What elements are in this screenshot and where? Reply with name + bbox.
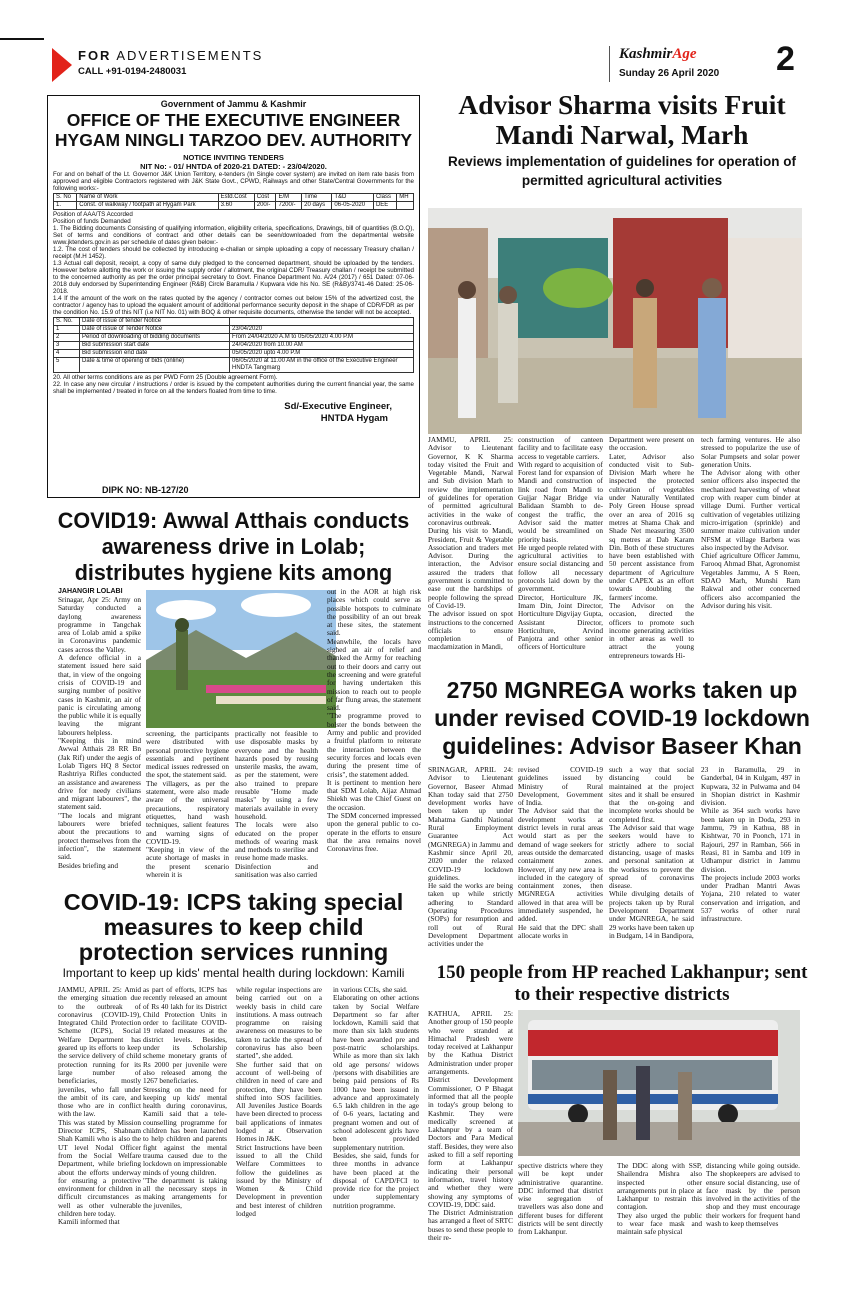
- mgnrega-col-4: 23 in Baramulla, 29 in Ganderbal, 04 in Kulgam, 497 in Kupwara, 32 in Pulwama and 04 in Shopian district in Kashmir division. While as 364 such works have been taken up in Doda, 293 in Jammu, 79 in Kathua, 88 in Kishtwar, 70 in Poonch, 171 in Rajouri, 297 in Ramban, 566 in Reasi, 81 in Samba and 109 in Udhampur district in Jammu division. The projects include 2003 works under Pradhan Mantri Awas Yojana, 210 related to water conservation and irrigation, and 537 works of other rural infrastructure.: [701, 766, 800, 924]
- schedule-cell: 24/04/2020 from 10.00 AM: [230, 342, 414, 350]
- sharma-headline: Advisor Sharma visits Fruit Mandi Narwal, Marh: [458, 89, 786, 150]
- work-table: [53, 193, 414, 210]
- schedule-row: [54, 334, 414, 342]
- icps-col-2: as part of efforts, ICPS has recently released an amount of Rs 40 lakh for its District Child Protection Units in order to facilitate COVID-19 related measures at the district levels. Besides, under its Scholarship scheme monetary grants of Rs 2000 per juvenile were also released among the 1267 beneficiaries. Stressing on the need for keeping up kids' mental health during coronavirus, Kamili said that a tele-counselling programme for children has been launched to help children and parents fight against the mental trauma caused due to the lockdown on impressionable minds of young children. "The department is taking all the necessary steps in making arrangements for the juveniles,: [143, 986, 227, 1210]
- awwal-photo: [146, 590, 336, 728]
- schedule-cell: From 24/04/2020 A.M to 05/05/2020 4.00 P.M: [230, 334, 414, 342]
- schedule-cell: 2: [54, 334, 80, 342]
- page-date: Sunday 26 April 2020: [619, 68, 720, 79]
- awwal-col-2: screening, the participants were distributed with personal protective hygiene essentials and pertinent medical issues redressed on the spot, the statement said. The villagers, as per the statement, were also made aware of the universal precautions, respiratory etiquettes, hand wash techniques, salient features and warning signs of COVID-19. "Keeping in view of the acute shortage of masks in the present scenario wherein it is: [146, 730, 229, 880]
- notice-p12: 1.2. The cost of tenders should be collected by introducing e-challan or simple uploading a copy of necessary Treasury challan / receipt (M.H 1452).: [53, 246, 414, 260]
- awwal-photo-graphic: [146, 590, 336, 728]
- tender-notice: [47, 95, 420, 498]
- work-head-cell: S. No: [54, 194, 77, 202]
- masthead-divider: [609, 46, 610, 82]
- schedule-cell: Bid submission end date: [80, 350, 230, 358]
- mgnrega-col-1: SRINAGAR, APRIL 24: Advisor to Lieutenant Governor, Baseer Ahmad Khan today said that 2750 development works have been taken up under Mahatma Gandhi National Rural Employment Guarantee Act (MGNREGA) in Jammu and Kashmir since April 20, 2020 under the relaxed COVID-19 lockdown guidelines. He said the works are being taken up while strictly adhering to Standard Operating Procedures (SOPs) for resumption and roll out of Rural Development Department activities under the: [428, 766, 513, 949]
- work-cell: 200/-: [254, 202, 276, 210]
- schedule-cell: Date of issue of tender Notice: [80, 318, 230, 326]
- work-head-cell: Time: [302, 194, 332, 202]
- schedule-cell: 4: [54, 350, 80, 358]
- icps-subhead: Important to keep up kids' mental health during lockdown: Kamili: [62, 966, 405, 980]
- schedule-row: [54, 350, 414, 358]
- header-rule-left: [0, 38, 44, 40]
- work-head-cell: Name of Work: [77, 194, 218, 202]
- awwal-col-4: out in the AOR at high risk places which could serve as possible hotspots to culminate the possibility of an out break at these sites, the statement said. Meanwhile, the locals have sighed an air of relief and thanked the Army for reaching out to their doors and carry out the screening and were grateful for having undertaken this mission to reach out to people of far flung areas, the statement said. "The programme proved to bolster the bonds between the Army and public and provided a fruitful platform to reiterate the interaction between the security forces and locals even during the present time of crisis", the statement added. It is pertinent to mention here that SDM Lolab, Aijaz Ahmad Shiekh was the Chief Guest on the occasion. The SDM concerned impressed upon the general public to co-operate in the efforts to ensure that the area remains novel Coronavirus free.: [327, 588, 421, 854]
- hp-col-3: The DDC along with SSP, Shailendra Mishra also inspected other arrangements put in place at Lakhanpur to restrain this contagion. They also urged the public to wear face mask and maintain safe physical: [617, 1162, 702, 1237]
- ad-banner: [78, 48, 378, 63]
- sharma-photo-graphic: [428, 208, 802, 434]
- notice-nit-no: NIT No: - 01/ HNTDA of 2020-21 DATED: - 23/04/2020.: [140, 162, 327, 171]
- schedule-table: [53, 317, 414, 373]
- awwal-col-1: Srinagar, Apr 25: Army on Saturday conducted a daylong awareness programme in Tangchak area of Lolab amid a spike in Coronavirus pandemic cases across the Valley. A defence official in a statement issued here said that, in view of the ongoing crisis of COVID-19 and surging number of positive cases in Kashmir, an air of panic is circulating among the public while it is equally leaving the migrant labourers helpless. "Keeping this in mind Awwal Atthais 28 RR Bn (Jak Rif) under the aegis of Lolab Tigers HQ 8 Sector Rashtriya Rifles conducted an assistance and awareness drive for needy civilians and migrant labourers", the statement said. "The locals and migrant labourers were briefed about the precautions to protect themselves from the infection", the statement said. Besides briefing and: [58, 596, 141, 870]
- schedule-cell: Date of issue of Tender Notice: [80, 326, 230, 334]
- notice-office1: OFFICE OF THE EXECUTIVE ENGINEER: [66, 110, 401, 130]
- hp-col-1: KATHUA, APRIL 25: Another group of 150 people who were stranded at Himachal Pradesh were today received at Lakhanpur by the Kathua District Administration under proper arrangements. District Development Commissioner, O P Bhagat informed that all the people in today's group belong to Kashmir. They were medically screened at Lakhanpur by a team of Doctors and Para Medical staff. Besides, they were also asked to fill a self reporting form at Lakhanpur indicating their personal information, travel history and whether they were showing any symptoms of COVID-19, DDC said. The District Administration has arranged a fleet of SRTC buses to send these people to their re-: [428, 1010, 513, 1243]
- notice-office2: HYGAM NINGLI TARZOO DEV. AUTHORITY: [54, 130, 413, 150]
- schedule-row: [54, 318, 414, 326]
- sharma-col-1: JAMMU, APRIL 25: Advisor to Lieutenant Governor, K K Sharma today visited the Fruit and Vegetable Mandi, Narwal and Sub division Marh to review the implementation of guidelines for operation of permitted agricultural activities in the wake of coronavirus outbreak. During his visit to Mandi, President, Fruit & Vegetable Association and traders met Advisor. During the interaction, the Advisor assured the traders that government is committed to ease out the hardships of people following the spread of Covid-19. The advisor issued on spot instructions to the concerned officials to ensure completion of macdamization in Mandi,: [428, 436, 513, 652]
- awwal-headline: COVID19: Awwal Atthais conducts awareness drive in Lolab; distributes hygiene kits among: [57, 508, 410, 585]
- schedule-cell: Bid submission start date: [80, 342, 230, 350]
- hp-col-4: distancing while going outside. The shopkeepers are advised to ensure social distancing, use of face mask by the person involved in the activities of the shop and they must encourage their workers for frequent hand wash to keep themselves: [706, 1162, 800, 1229]
- hp-headline: 150 people from HP reached Lakhanpur; sent to their respective districts: [436, 962, 808, 1005]
- ad-bold: FOR: [78, 48, 112, 63]
- sharma-col-4: tech farming ventures. He also stressed to popularize the use of Solar Pumpsets and solar power generation Units. The Advisor along with other senior officers also inspected the mechanized harvesting of wheat crop with reaper cum binder at village Dumi. Further vertical cultivation of vegetables utilizing micro-irrigation (sprinkle) and summer maize cultivation under NFSM at village Barbera was also inspected by the Advisor. Chief agriculture Officer Jammu, Farooq Ahmad Bhat, Agronomist Vegetables Jammu, A S Reen, SDAO Marh, Munshi Ram Rakwal and other concerned officers also accompanied the Advisor during his visit.: [701, 436, 800, 610]
- brand-b: Age: [672, 46, 697, 62]
- page-number: 2: [776, 40, 795, 78]
- notice-pos2: Position of funds Demanded: [53, 218, 131, 225]
- schedule-row: [54, 342, 414, 350]
- sharma-photo: [428, 208, 802, 434]
- awwal-col-3: practically not feasible to use disposable masks by everyone and the health hazards posed by reusing unsterile masks, the awam, as per the statement, were also trained to prepare reusable "Home made masks" by using a few materials available in every household. The locals were also educated on the proper methods of wearing mask and methods to sterilise and reuse home made masks. Disinfection and sanitisation was also carried: [235, 730, 318, 880]
- work-head-cell: Estd.Cost: [218, 194, 254, 202]
- notice-title: NOTICE INVITING TENDERS: [183, 153, 284, 162]
- schedule-cell: 23/04/2020: [230, 326, 414, 334]
- schedule-cell: 5: [54, 358, 80, 373]
- work-head-cell: T&D: [332, 194, 374, 202]
- work-cell: 3.60: [218, 202, 254, 210]
- work-cell: 1.: [54, 202, 77, 210]
- schedule-cell: Period of downloading of bidding documents: [80, 334, 230, 342]
- icps-col-4: in various CCIs, she said. Elaborating on other actions taken by Social Welfare Department so far after lockdown, Kamili said that more than six lakh students have been awarded pre and post-matric scholarships. While as more than six lakh old age persons/ widows /persons with disabilities are being paid pensions of Rs 1000 have been issued in advance and approximately 6.5 lakh children in the age of 0-6 years, lactating and pregnant women and out of school adolescent girls have been provided supplementary nutrition. Besides, she said, funds for three months in advance have been placed at the disposal of CAPD/FCI to provide rice for the project under supplementary nutrition programme.: [333, 986, 419, 1210]
- hp-photo-graphic: [518, 1010, 800, 1156]
- sharma-subhead: Reviews implementation of guidelines for operation of permitted agricultural activities: [447, 154, 797, 188]
- sharma-col-3: Department were present on the occasion. Later, Advisor also conducted visit to Sub-Division Marh where he inspected the protected cultivation of vegetables under Naturally Ventilated Poly Green House spread over an area of 2016 sq metres at Shama Chak and Shade Net measuring 3500 sq metres at Dab Karam Din. Both of these structures have been established with 50 percent assistance from department of Agriculture under CAPEX as an effort towards doubling the farmers' income. The Advisor on the occasion, directed the officers to promote such income generating activities in other areas as well to attract the young entrepreneurs towards Hi-: [609, 436, 694, 660]
- notice-dipk: DIPK NO: NB-127/20: [102, 485, 189, 495]
- notice-p1: 1. The Bidding documents Consisting of qualifying information, eligibility criteria, specifications, Drawings, bill of quantities (B.O.Q), Set of terms and conditions of contract and other details can be seen/downloaded from the departmental website www.jktenders.gov.in as per schedule of dates given below:-: [53, 225, 414, 246]
- brand-logo: [619, 46, 697, 63]
- sharma-col-2: construction of canteen facility and to facilitate easy access to vegetable carriers. With regard to acquisition of Forest land for expansion of Mandi and construction of link road from Mandi to Gujjar Nagar Bridge via Balidaan Stambh to de-congest the traffic, the Advisor said the matter would be streamlined on priority basis. He urged people related with agricultural activities to ensure social distancing and follow all necessary protocols laid down by the government. Director, Horticulture JK, Imam Din, Joint Director, Horticulture Digvijay Gupta, Assistant Director, Horticulture, Arvind Panjotra and other senior officers of Horticulture: [518, 436, 603, 652]
- ad-arrow-icon: [52, 48, 72, 82]
- schedule-cell: 3: [54, 342, 80, 350]
- icps-col-3: while regular inspections are being carried out on a weekly basis in child care institutions. A mass outreach programme on raising awareness on measures to be taken to tackle the spread of coronavirus has also been started", she added. She further said that on account of well-being of children in need of care and protection, they have been shifted into SOS facilities. All Juveniles Justice Boards have been directed to process bail applications of inmates lodged at Observation Homes in J&K. Strict Instructions have been issued to all the Child Welfare Committees to follow the guidelines as issued by the Ministry of Women & Child Development in prevention and best interest of children lodged: [236, 986, 322, 1219]
- work-head-cell: E/M: [276, 194, 302, 202]
- mgnrega-col-3: such a way that social distancing could be maintained at the project sites and it shall be ensured that the on-going and incomplete works should be completed first. The Advisor said that wage seekers would have to strictly adhere to social distancing, usage of masks and personal sanitation at the worksites to prevent the spread of coronavirus disease. While divulging details of projects taken up by Rural Development Department under MGNREGA, he said 29 works have been taken up in Budgam, 14 in Bandipora,: [609, 766, 694, 940]
- work-head-cell: Cost: [254, 194, 276, 202]
- work-head-cell: MH: [397, 194, 414, 202]
- work-cell: DEE: [373, 202, 396, 210]
- schedule-cell: 06/05/2020 at 11.00 AM in the office of the Executive Engineer HNDTA Tangmarg: [230, 358, 414, 373]
- schedule-row: [54, 358, 414, 373]
- notice-gov: Government of Jammu & Kashmir: [160, 99, 307, 109]
- notice-p13: 1.3 Actual call deposit, receipt, a copy of same duly pledged to the concerned department, should be uploaded by the tenders. However before allotting the work or issuing the supply order / allotment, the original CDR/ Treasury challan / receipt be submitted to the concerned authority as per the order principal secretary to Govt. Finance Department No. A/24 (2017) / 651 Dated: 07-06-2018 duly endorsed by Superintending Engineer (R&B) Circle Baramulla / Kupwara vide his No. SE (R&B)/3741-46 Dated: 25-06-2018.: [53, 260, 414, 295]
- mgnrega-col-2: revised COVID-19 guidelines issued by Ministry of Rural Development, Government of India. The Advisor said that the development works at district levels in rural areas would start as per the demand of wage seekers for areas outside the demarcated containment zones. However, if any new area is included in the category of containment zones, then MGNREGA activities allowed in that area will be immediately suspended, he added. He said that the DPC shall allocate works in: [518, 766, 603, 940]
- work-cell: 20 days: [302, 202, 332, 210]
- hp-col-2: spective districts where they will be kept under administrative quarantine. DDC informed that district wise segregation of travellers was also done and different buses for different districts will be sent directly from Lakhanpur.: [518, 1162, 603, 1237]
- hp-photo: [518, 1010, 800, 1156]
- brand-a: Kashmir: [619, 46, 673, 62]
- awwal-byline: JAHANGIR LOLABI: [58, 588, 123, 595]
- work-cell: [397, 202, 414, 210]
- notice-intro: For and on behalf of the Lt. Governor J&K Union Territory, e-tenders (In Single cover system) are invited on item rate basis from approved and eligible Contractors registered with J&K State Govt., CPWD, Railways and other State/Central Governments for the following works:-: [53, 171, 414, 192]
- ad-call: CALL +91-0194-2480031: [78, 66, 187, 77]
- ad-word: ADVERTISEMENTS: [116, 48, 264, 63]
- work-head-cell: Class: [373, 194, 396, 202]
- icps-headline: COVID-19: ICPS taking special measures to keep child protection services running: [63, 889, 404, 965]
- notice-pos1: Position of AAA/TS Accorded: [53, 211, 133, 218]
- notice-p20: 20. All other terms conditions are as per PWD Form 25 (Double agreement Form).: [53, 374, 278, 381]
- notice-p14: 1.4 If the amount of the work on the rates quoted by the agency / contractor comes out below 15% of the advertized cost, the contractor / agency has to upload the equalent amount of additional performance security deposit in the shape of CDR/FDR as per the condition No. 15.9 of this NIT (i.e NIT No. 01) with BOQ & other requisite documents, otherwise the tender will not be accepted.: [53, 295, 414, 316]
- notice-p22: 22. In case any new circular / instructions / order is issued by the competent authorities during the current financial year, the same shall be implemented / treated in force on all the tenders floated from time to time.: [53, 381, 414, 395]
- icps-col-1: JAMMU, APRIL 25: Amid the emerging situation due to the outbreak of coronavirus (COVID-19), Integrated Child Protection Scheme (ICPS), Social Welfare Department has geared up its efforts to keep the service delivery of child protection running for its large number of beneficiaries, mostly juveniles, who fall under the ambit of its care, and those who are in conflict with the law. This was stated by Mission Director ICPS, Shabnam Shah Kamili who is also the UT level Nodal Officer from the Social Welfare Department, while briefing about the efforts underway for ensuring a protective environment for children in difficult circumstances as well as other vulnerable children here today. Kamili informed that: [58, 986, 141, 1227]
- work-cell: 06-05-2020: [332, 202, 374, 210]
- schedule-cell: 1: [54, 326, 80, 334]
- mgnrega-headline: 2750 MGNREGA works taken up under revised COVID-19 lockdown guidelines: Advisor Baseer Khan: [434, 677, 810, 759]
- notice-sign2: HNTDA Hygam: [320, 413, 388, 424]
- work-cell: Const. of walkway / footpath at Hygam Park: [77, 202, 218, 210]
- schedule-cell: S. No.: [54, 318, 80, 326]
- schedule-row: [54, 326, 414, 334]
- notice-sign1: Sd/-Executive Engineer,: [284, 401, 392, 412]
- work-cell: 7200/-: [276, 202, 302, 210]
- schedule-cell: 05/05/2020 upto 4.00 P.M: [230, 350, 414, 358]
- schedule-cell: [230, 318, 414, 326]
- schedule-cell: Date & time of opening of bids (online): [80, 358, 230, 373]
